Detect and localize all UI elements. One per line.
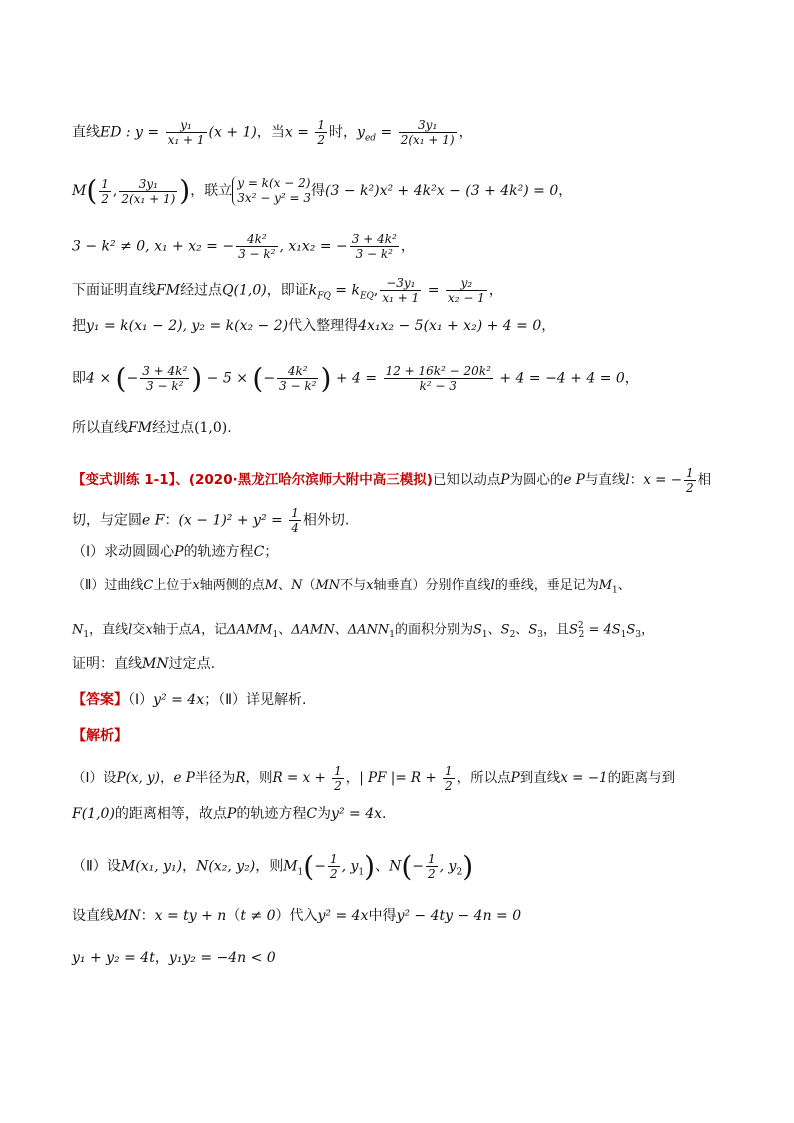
superscript: 2 bbox=[577, 621, 584, 631]
denominator: 3 − k² bbox=[279, 379, 317, 393]
math: x bbox=[145, 622, 153, 638]
math: e F bbox=[142, 512, 165, 529]
denominator: 2 bbox=[317, 133, 326, 147]
math: FM bbox=[156, 282, 181, 299]
math: C bbox=[306, 806, 318, 822]
text: 的轨迹方程 bbox=[236, 806, 307, 822]
paren: ( bbox=[115, 361, 127, 395]
math: MN bbox=[315, 578, 341, 593]
math: x = −1 bbox=[560, 770, 608, 786]
fraction bbox=[384, 364, 493, 393]
line-m-system: M( $\frac{1}{2}$ , $\frac{\text{3y₁}}{\text{2(x₁ + 1)}}$ )，联立 y = k(x − 2) 3x² − y² = 3 得(3 − k²)x² + 4k²x − (3 + 4k²) = 0， bbox=[72, 174, 573, 207]
math: k bbox=[308, 282, 318, 299]
text: ，当 bbox=[256, 124, 285, 141]
text: 、 bbox=[617, 578, 631, 593]
numerator: 1 bbox=[317, 118, 326, 132]
math: N bbox=[389, 858, 402, 875]
paren: ( bbox=[86, 174, 98, 207]
denominator: k² − 3 bbox=[419, 379, 457, 393]
math: y² = 4x bbox=[153, 692, 205, 708]
line-prove-fm bbox=[72, 276, 734, 306]
text: ： bbox=[164, 512, 179, 529]
text: 的距离与到 bbox=[607, 770, 676, 786]
paren: ) bbox=[364, 849, 376, 883]
fraction bbox=[332, 764, 344, 793]
denominator: x₂ − 1 bbox=[447, 291, 485, 305]
text: 即 bbox=[72, 370, 86, 387]
text: ，即证 bbox=[266, 282, 309, 299]
math: x = ty + n bbox=[154, 908, 227, 924]
numerator: y₁ bbox=[166, 118, 207, 133]
text: 中得 bbox=[368, 908, 397, 924]
math: (x + 1) bbox=[208, 124, 257, 141]
text: 证明：直线 bbox=[72, 656, 142, 672]
paren: ( bbox=[303, 849, 315, 883]
math: R bbox=[235, 770, 246, 786]
text: ： bbox=[140, 908, 155, 924]
math: ΔANN bbox=[347, 622, 390, 638]
text: 把 bbox=[72, 318, 86, 334]
math: , y bbox=[439, 858, 457, 875]
math: x bbox=[366, 578, 374, 593]
text: 轴于点 bbox=[152, 622, 192, 638]
line-part-2 bbox=[72, 576, 734, 601]
numerator: 3y₁ bbox=[399, 118, 457, 133]
math: MN bbox=[114, 908, 141, 924]
numerator: 3 + 4k² bbox=[351, 232, 397, 246]
math: | PF |= R + bbox=[359, 770, 441, 786]
text: 到直线 bbox=[519, 770, 561, 786]
text: ，则 bbox=[245, 770, 273, 786]
subscript: 1 bbox=[481, 629, 488, 640]
math: S bbox=[626, 622, 636, 638]
text: 过定点. bbox=[168, 656, 216, 672]
denominator: 2 bbox=[428, 867, 436, 881]
fraction bbox=[119, 177, 177, 206]
line-analysis-5 bbox=[72, 948, 734, 968]
fraction bbox=[236, 232, 277, 261]
math: ΔAMN bbox=[291, 622, 335, 638]
math: M bbox=[264, 578, 279, 593]
paren: ( bbox=[252, 361, 264, 395]
math: = 4S bbox=[584, 622, 621, 638]
exercise-source: 、(2020·黑龙江哈尔滨师大附中高三模拟) bbox=[175, 472, 433, 488]
fraction bbox=[315, 118, 327, 147]
text: 上位于 bbox=[153, 578, 193, 593]
math: = bbox=[376, 124, 397, 141]
subscript: EQ bbox=[359, 291, 374, 302]
math: M bbox=[598, 578, 613, 593]
math: (x − 1)² + y² = bbox=[178, 512, 288, 529]
math: S bbox=[500, 622, 510, 638]
subscript: 1 bbox=[297, 867, 304, 878]
math: l bbox=[490, 578, 495, 593]
text: 、 bbox=[487, 622, 501, 638]
paren: ) bbox=[179, 174, 191, 207]
fraction bbox=[399, 118, 457, 147]
numerator: y₂ bbox=[446, 276, 487, 291]
text: ，则 bbox=[255, 858, 284, 875]
math: FM bbox=[128, 420, 153, 436]
math: l bbox=[625, 472, 630, 488]
math: P bbox=[500, 472, 510, 488]
subscript: 2 bbox=[578, 629, 585, 640]
math: = bbox=[423, 282, 444, 299]
text: 设直线 bbox=[72, 908, 114, 924]
text: 、 bbox=[515, 622, 529, 638]
text: ；（Ⅱ）详见解析. bbox=[204, 692, 307, 708]
text: （Ⅱ）过曲线 bbox=[72, 578, 144, 593]
denominator: x₁ + 1 bbox=[382, 291, 420, 305]
subscript: 2 bbox=[509, 629, 516, 640]
numerator: 1 bbox=[428, 852, 436, 866]
text: （Ⅱ）设 bbox=[72, 858, 121, 875]
numerator: −3y₁ bbox=[380, 276, 421, 291]
math: (1,0) bbox=[194, 420, 228, 436]
denominator: 2 bbox=[101, 191, 109, 206]
math: Q(1,0) bbox=[222, 282, 267, 299]
fraction bbox=[684, 466, 696, 495]
text: 为 bbox=[317, 806, 332, 822]
system-row: 3x² − y² = 3 bbox=[237, 191, 312, 205]
text: 交 bbox=[132, 622, 146, 638]
math: R = x + bbox=[272, 770, 331, 786]
math: P bbox=[510, 770, 520, 786]
line-analysis-3: （Ⅱ）设M(x₁, y₁)，N(x₂, y₂)，则$M_1(-$ $\frac{1}{2}$ , $y_1$)、N(− $\frac{1}{2}$ , $y_2$) bbox=[72, 849, 474, 883]
math: A bbox=[191, 622, 202, 638]
line-substitute bbox=[72, 316, 734, 336]
math: , x₁x₂ = − bbox=[279, 238, 348, 255]
math: 4 × bbox=[86, 370, 116, 387]
paren: ) bbox=[462, 849, 474, 883]
math: M bbox=[72, 183, 87, 199]
math: S bbox=[528, 622, 538, 638]
numerator: 12 + 16k² − 20k² bbox=[385, 364, 491, 378]
line-exercise-heading bbox=[72, 466, 734, 495]
numerator: 1 bbox=[291, 506, 299, 520]
text: . bbox=[382, 806, 387, 822]
text: ， bbox=[159, 770, 174, 786]
line-compute: 即4 × (− $\frac{\text{3 + 4k²}}{\text{3 − k²}}$ ) − 5 × (− $\frac{\text{4k²}}{\text{3 − k²}}$ ) + 4 = $\frac{\text{12 + 16k² − 20k²}}{\text{k² − 3}}$ + 4 = −4 + 4 = 0， bbox=[72, 361, 639, 395]
math: y₁y₂ = −4n < 0 bbox=[168, 950, 276, 966]
text: 相 bbox=[697, 472, 712, 488]
text: ，记 bbox=[201, 622, 228, 638]
math: e P bbox=[563, 472, 585, 488]
math: y bbox=[357, 124, 365, 141]
text: 轴垂直）分别作直线 bbox=[373, 578, 491, 593]
math: MN bbox=[142, 656, 169, 672]
text: ； bbox=[264, 544, 279, 560]
equation-system bbox=[232, 176, 311, 206]
math: , bbox=[373, 282, 379, 299]
math: M(x₁, y₁) bbox=[120, 858, 183, 875]
text: （Ⅰ） bbox=[128, 692, 154, 708]
line-part-1 bbox=[72, 542, 734, 562]
subscript: 2 bbox=[456, 867, 463, 878]
math: + 4 = bbox=[331, 370, 382, 387]
math: y² = 4x bbox=[317, 908, 369, 924]
text: 的轨迹方程 bbox=[183, 544, 254, 560]
line-ed-equation bbox=[72, 118, 734, 148]
math: y₁ = k(x₁ − 2), y₂ = k(x₂ − 2) bbox=[86, 318, 289, 334]
line-analysis-4 bbox=[72, 906, 734, 926]
text: 轴两侧的点 bbox=[199, 578, 265, 593]
text: . bbox=[227, 420, 232, 436]
text: ， bbox=[488, 282, 503, 299]
fraction bbox=[289, 506, 301, 535]
math: = k bbox=[330, 282, 360, 299]
math: 3 − k² ≠ 0, x₁ + x₂ = − bbox=[72, 238, 235, 255]
math: N(x₂, y₂) bbox=[196, 858, 256, 875]
fraction bbox=[446, 276, 487, 305]
text: 代入整理得 bbox=[288, 318, 359, 334]
line-areas bbox=[72, 616, 734, 645]
text: ，直线 bbox=[89, 622, 129, 638]
text: ， bbox=[558, 183, 573, 199]
denominator: 2 bbox=[329, 867, 338, 881]
numerator: 1 bbox=[334, 764, 342, 778]
text: ， bbox=[641, 622, 655, 638]
math: y₁ + y₂ = 4t bbox=[72, 950, 155, 966]
text: ， bbox=[345, 770, 360, 786]
math: N bbox=[72, 622, 84, 638]
text: ， bbox=[541, 318, 556, 334]
text: 直线 bbox=[72, 124, 100, 141]
text: 与直线 bbox=[584, 472, 626, 488]
math: M bbox=[283, 858, 298, 875]
math: S bbox=[473, 622, 482, 638]
numerator: 3 + 4k² bbox=[142, 364, 188, 378]
fraction bbox=[426, 852, 438, 881]
text: 的面积分别为 bbox=[394, 622, 473, 638]
subscript: 1 bbox=[358, 867, 365, 878]
math: x = − bbox=[643, 472, 683, 488]
math: ED : y = bbox=[100, 124, 164, 141]
numerator: 4k² bbox=[277, 364, 318, 379]
exercise-label: 【变式训练 1-1】 bbox=[72, 472, 176, 488]
math: l bbox=[128, 622, 133, 638]
line-analysis-2 bbox=[72, 804, 734, 824]
denominator: 2(x₁ + 1) bbox=[121, 191, 176, 206]
subscript: 1 bbox=[620, 629, 627, 640]
text: ，且 bbox=[542, 622, 569, 638]
text: ， bbox=[624, 370, 639, 387]
text: 下面证明直线 bbox=[72, 282, 156, 299]
math: 4x₁x₂ − 5(x₁ + x₂) + 4 = 0 bbox=[358, 318, 542, 334]
line-analysis-heading bbox=[72, 726, 734, 746]
line-conclusion bbox=[72, 418, 734, 438]
paren: ) bbox=[320, 361, 332, 395]
line-analysis-1 bbox=[72, 764, 734, 793]
numerator: 1 bbox=[445, 764, 453, 778]
math: P bbox=[174, 544, 184, 560]
denominator: 2(x₁ + 1) bbox=[400, 133, 455, 147]
denominator: 3 − k² bbox=[355, 247, 393, 261]
math: (3 − k²)x² + 4k²x − (3 + 4k²) = 0 bbox=[325, 183, 559, 199]
line-tangent bbox=[72, 506, 734, 535]
fraction bbox=[140, 364, 189, 393]
text: 切，与定圆 bbox=[72, 512, 142, 529]
subscript: 3 bbox=[537, 629, 543, 640]
text: 半径为 bbox=[194, 770, 236, 786]
subscript: 3 bbox=[635, 629, 642, 640]
math: y² = 4x bbox=[331, 806, 383, 822]
numerator: 1 bbox=[329, 852, 338, 866]
fraction bbox=[277, 364, 318, 393]
math: F(1,0) bbox=[72, 806, 115, 822]
line-vieta bbox=[72, 232, 734, 261]
text: （ bbox=[302, 578, 316, 593]
fraction bbox=[99, 177, 111, 206]
denominator: 2 bbox=[334, 779, 342, 793]
denominator: x₁ + 1 bbox=[167, 133, 205, 147]
paren: ) bbox=[191, 361, 203, 395]
denominator: 3 − k² bbox=[238, 247, 276, 261]
math: , y bbox=[341, 858, 359, 875]
math: x bbox=[192, 578, 200, 593]
math: ΔAMM bbox=[227, 622, 273, 638]
text: ， bbox=[182, 858, 197, 875]
text: ， bbox=[458, 124, 473, 141]
math: e P bbox=[173, 770, 195, 786]
text: 为圆心的 bbox=[509, 472, 564, 488]
text: 时， bbox=[329, 124, 358, 141]
text: ： bbox=[629, 472, 644, 488]
text: （ bbox=[226, 908, 241, 924]
text: 相外切. bbox=[302, 512, 350, 529]
text: 、 bbox=[278, 622, 292, 638]
text: 得 bbox=[311, 183, 326, 199]
line-answer bbox=[72, 690, 734, 710]
denominator: 4 bbox=[291, 521, 299, 535]
text: 经过点 bbox=[152, 420, 195, 436]
system-row: y = k(x − 2) bbox=[237, 176, 311, 190]
text: 的距离相等，故点 bbox=[114, 806, 227, 822]
math: C bbox=[253, 544, 265, 560]
fraction bbox=[328, 852, 340, 881]
numerator: 1 bbox=[686, 466, 694, 480]
paren: ( bbox=[401, 849, 413, 883]
subscript: 1 bbox=[83, 629, 90, 640]
fraction bbox=[380, 276, 421, 305]
numerator: 4k² bbox=[236, 232, 277, 247]
denominator: 2 bbox=[686, 481, 694, 495]
math: + 4 = −4 + 4 = 0 bbox=[494, 370, 625, 387]
text: 已知以动点 bbox=[432, 472, 501, 488]
numerator: 1 bbox=[101, 176, 109, 191]
fraction bbox=[443, 764, 455, 793]
subscript: FQ bbox=[317, 291, 331, 302]
text: （Ⅰ）求动圆圆心 bbox=[72, 544, 175, 560]
subscript: 1 bbox=[612, 585, 618, 596]
math: S bbox=[568, 622, 578, 638]
line-prove-mn bbox=[72, 654, 734, 674]
denominator: 3 − k² bbox=[146, 379, 184, 393]
math: x = bbox=[284, 124, 314, 141]
text: 、 bbox=[375, 858, 390, 875]
text: ，联立 bbox=[190, 183, 233, 199]
math: C bbox=[143, 578, 154, 593]
text: 所以直线 bbox=[72, 420, 128, 436]
denominator: 2 bbox=[445, 779, 453, 793]
text: 经过点 bbox=[180, 282, 223, 299]
text: ）代入 bbox=[275, 908, 318, 924]
text: ，所以点 bbox=[456, 770, 511, 786]
text: ， bbox=[154, 950, 169, 966]
text: 、 bbox=[278, 578, 292, 593]
answer-label: 【答案】 bbox=[72, 692, 128, 708]
fraction bbox=[166, 118, 207, 147]
math: t ≠ 0 bbox=[240, 908, 276, 924]
math: − 5 × bbox=[202, 370, 253, 387]
math: P(x, y) bbox=[116, 770, 160, 786]
math: P bbox=[226, 806, 237, 822]
text: 、 bbox=[334, 622, 348, 638]
text: 不与 bbox=[340, 578, 367, 593]
math: N bbox=[291, 578, 303, 593]
text: （Ⅰ）设 bbox=[72, 770, 117, 786]
subscript: 1 bbox=[389, 629, 395, 640]
text: 的垂线，垂足记为 bbox=[494, 578, 599, 593]
numerator: 3y₁ bbox=[119, 177, 177, 192]
math: y² − 4ty − 4n = 0 bbox=[396, 908, 522, 924]
text: ， bbox=[400, 238, 415, 255]
fraction bbox=[350, 232, 399, 261]
subscript: ed bbox=[364, 133, 377, 144]
subscript: 1 bbox=[272, 629, 279, 640]
analysis-label: 【解析】 bbox=[72, 728, 128, 744]
